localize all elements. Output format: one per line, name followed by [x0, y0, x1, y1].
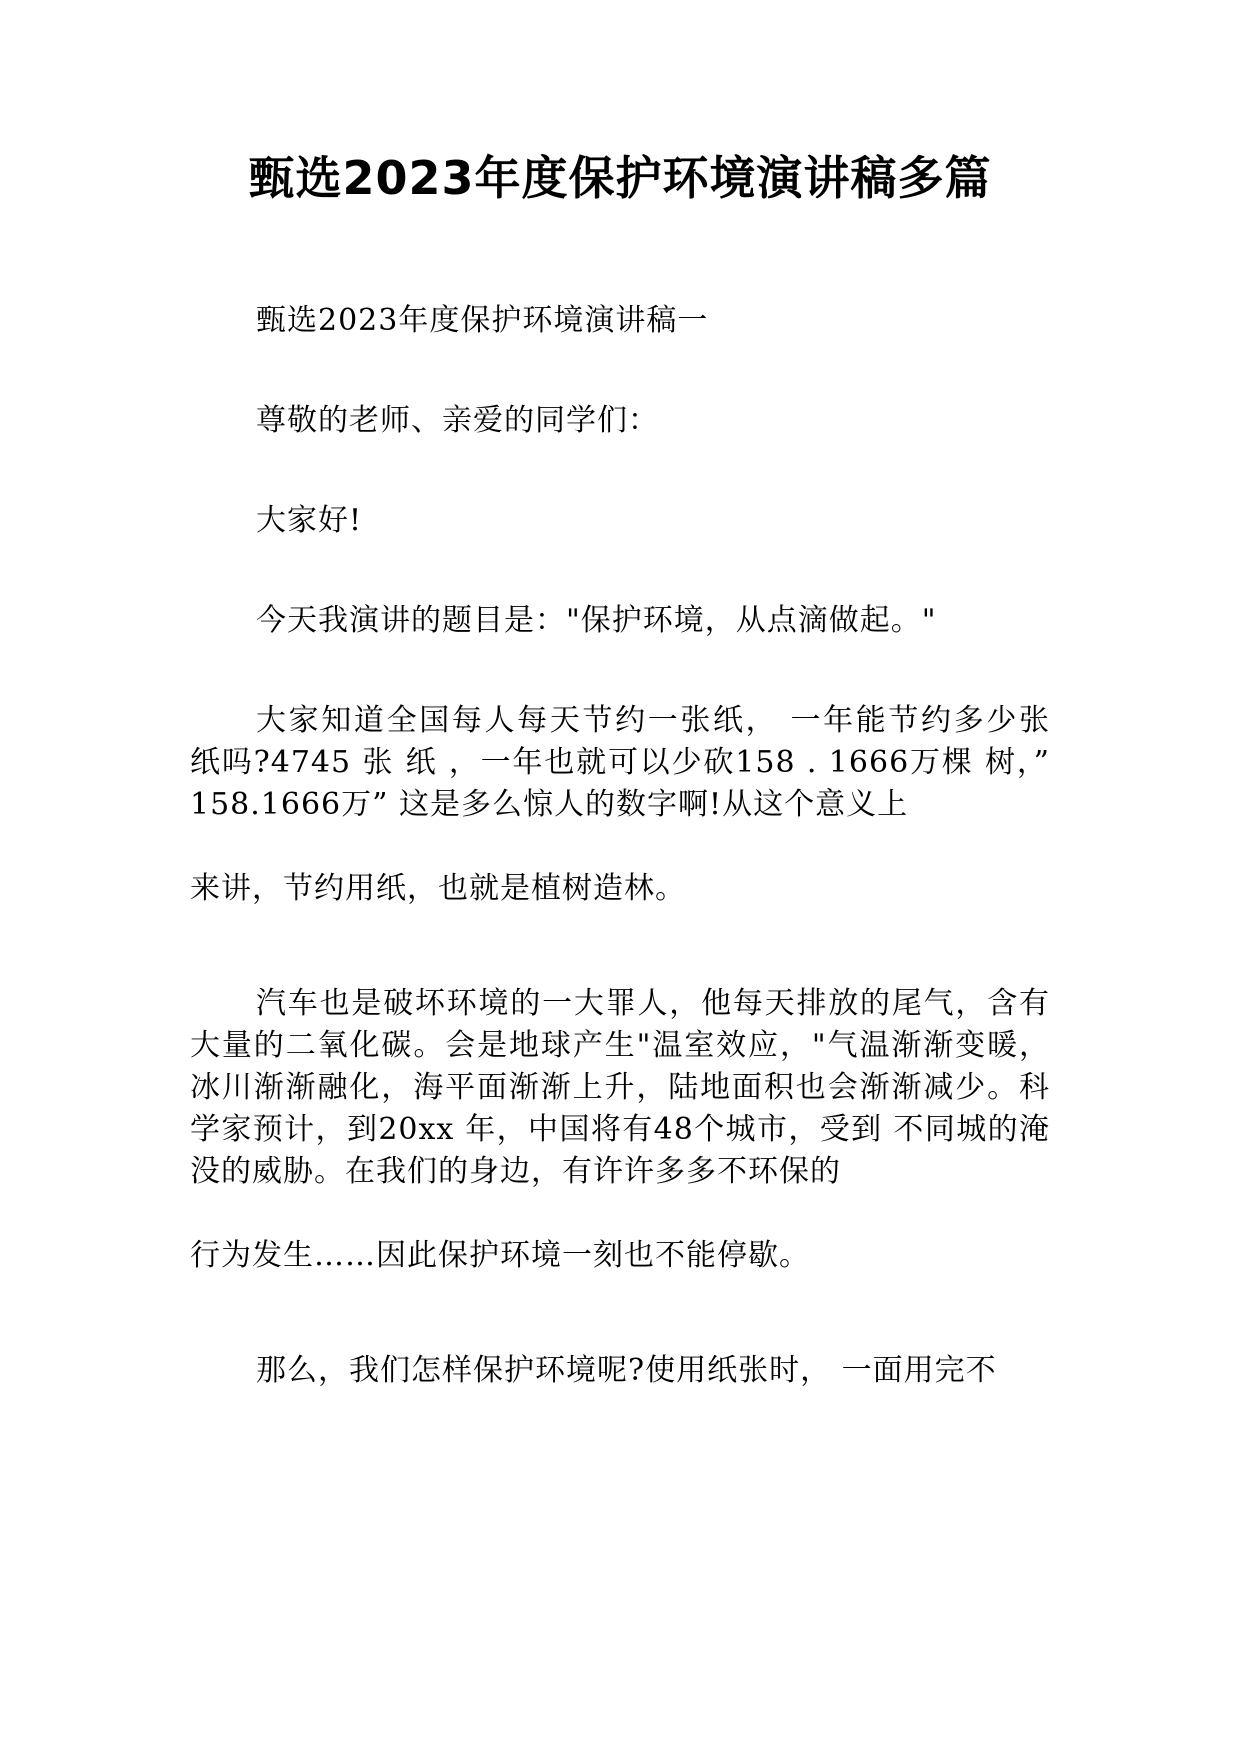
- paragraph-car-emissions-text: 汽车也是破坏环境的一大罪人，他每天排放的尾气，含有大量的二氧化碳。会是地球产生"温室效应，"气温渐渐变暖，冰川渐渐融化，海平面渐渐上升，陆地面积也会渐渐减少。科学家预计，到20xx 年，中国将有48个城市，受到 不同城的淹没的威胁。在我们的身边，有许许多多不环保的: [190, 986, 1050, 1189]
- document-title: 甄选2023年度保护环境演讲稿多篇: [248, 151, 992, 205]
- paragraph-how-to-protect: 那么，我们怎样保护环境呢?使用纸张时， 一面用完不: [256, 1353, 997, 1388]
- salutation: 尊敬的老师、亲爱的同学们：: [256, 403, 659, 438]
- section-heading: 甄选2023年度保护环境演讲稿一: [256, 303, 709, 338]
- greeting: 大家好!: [256, 503, 363, 538]
- paragraph-car-emissions-tail: 行为发生……因此保护环境一刻也不能停歇。: [190, 1238, 810, 1273]
- speech-topic: 今天我演讲的题目是："保护环境，从点滴做起。": [256, 603, 937, 638]
- paragraph-car-emissions: [190, 983, 1050, 1193]
- paragraph-paper-saving: [190, 700, 1050, 826]
- paragraph-paper-saving-tail: 来讲，节约用纸，也就是植树造林。: [190, 871, 686, 906]
- paragraph-paper-saving-text: 大家知道全国每人每天节约一张纸， 一年能节约多少张 纸吗?4745 张 纸 ，一年也就可以少砍158 . 1666万棵 树，” 158.1666万” 这是多么惊人的数字啊!从这个意义上: [190, 703, 1050, 822]
